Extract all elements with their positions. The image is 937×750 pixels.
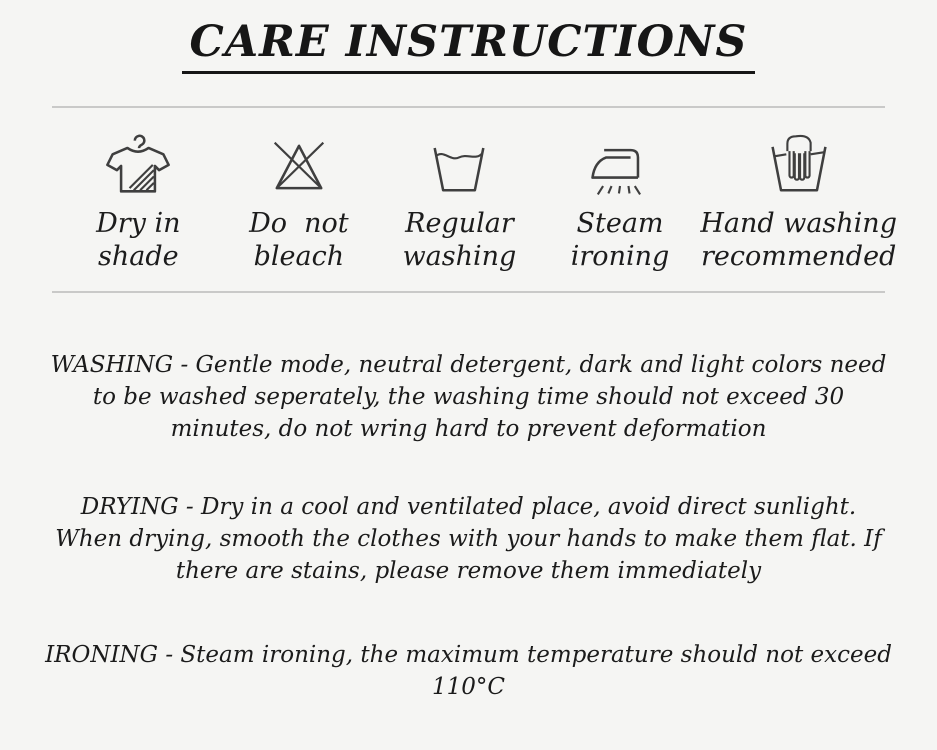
care-item-label-line2: recommended	[700, 240, 897, 272]
care-item-hand-washing	[700, 130, 897, 273]
care-item-do-not-bleach	[219, 130, 380, 273]
regular-washing-icon	[422, 130, 496, 204]
dry-in-shade-icon	[101, 130, 175, 204]
care-item-regular-washing	[379, 130, 540, 273]
washing-instructions: WASHING - Gentle mode, neutral detergent, dark and light colors need to be washed seperately, the washing time should not exceed 30 minutes, do not wring hard to prevent deformation	[50, 352, 887, 443]
bottom-divider	[52, 291, 885, 293]
care-item-label-line1: Do not	[249, 208, 349, 240]
care-item-label-line2: washing	[402, 240, 517, 272]
care-item-dry-in-shade	[58, 130, 219, 273]
care-item-steam-ironing	[540, 130, 701, 273]
header	[0, 0, 937, 74]
hand-washing-icon	[762, 130, 836, 204]
care-item-label-line2: bleach	[253, 240, 345, 272]
care-item-label-line1: Dry in	[96, 208, 181, 240]
care-icons-row	[0, 108, 937, 273]
steam-ironing-icon	[583, 130, 657, 204]
drying-instructions: DRYING - Dry in a cool and ventilated place, avoid direct sunlight. When drying, smooth the clothes with your hands to make them flat. If there are stains, please remove them immediately	[55, 494, 882, 585]
care-item-label-line1: Regular	[405, 208, 514, 240]
ironing-instructions: IRONING - Steam ironing, the maximum temperature should not exceed 110°C	[45, 642, 892, 701]
care-item-label-line1: Steam	[576, 208, 664, 240]
care-item-label-line2: ironing	[570, 240, 670, 272]
do-not-bleach-icon	[262, 130, 336, 204]
care-item-label-line1: Hand washing	[700, 208, 897, 240]
page-title: CARE INSTRUCTIONS	[182, 18, 756, 74]
instructions-section	[0, 349, 937, 703]
care-item-label-line2: shade	[97, 240, 179, 272]
